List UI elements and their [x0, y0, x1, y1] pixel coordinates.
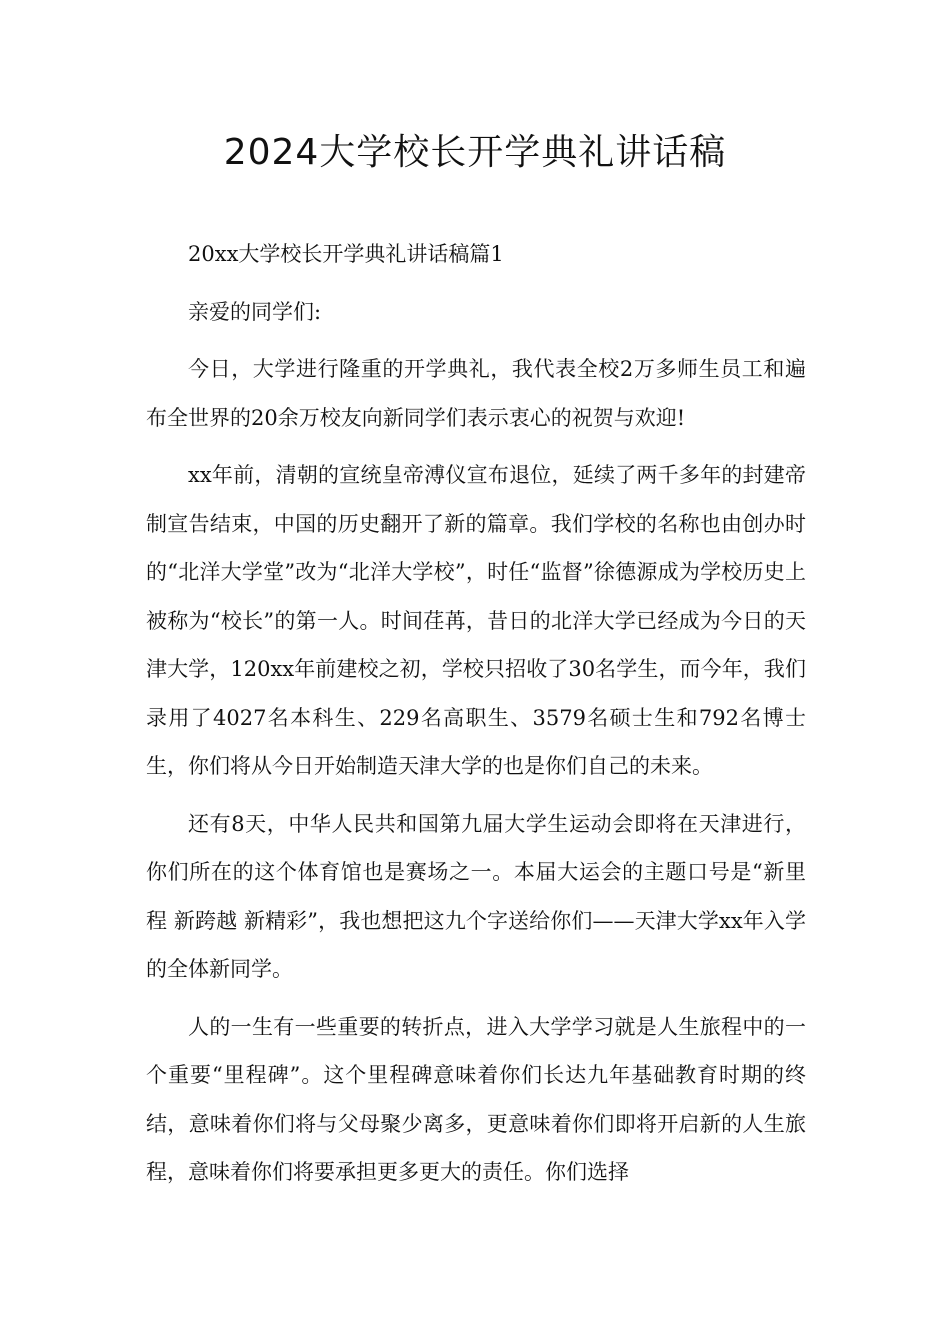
- body-paragraph: xx年前，清朝的宣统皇帝溥仪宣布退位，延续了两千多年的封建帝制宣告结束，中国的历史翻开了新的篇章。我们学校的名称也由创办时的“北洋大学堂”改为“北洋大学校”，时任“监督”徐德源成为学校历史上被称为“校长”的第一人。时间荏苒，昔日的北洋大学已经成为今日的天津大学，120xx年前建校之初，学校只招收了30名学生，而今年，我们录用了4027名本科生、229名高职生、3579名硕士生和792名博士生，你们将从今日开始制造天津大学的也是你们自己的未来。: [146, 463, 806, 778]
- body-paragraph: 人的一生有一些重要的转折点，进入大学学习就是人生旅程中的一个重要“里程碑”。这个里程碑意味着你们长达九年基础教育时期的终结，意味着你们将与父母聚少离多，更意味着你们即将开启新的人生旅程，意味着你们将要承担更多更大的责任。你们选择: [146, 1014, 806, 1184]
- body-paragraph: 还有8天，中华人民共和国第九届大学生运动会即将在天津进行，你们所在的这个体育馆也是赛场之一。本届大运会的主题口号是“新里程 新跨越 新精彩”，我也想把这九个字送给你们——天津大学xx年入学的全体新同学。: [146, 811, 806, 981]
- document-body: [146, 230, 806, 1206]
- subtitle-paragraph: 20xx大学校长开学典礼讲话稿篇1: [188, 242, 504, 266]
- document-title: 2024大学校长开学典礼讲话稿: [223, 132, 727, 173]
- salutation-paragraph: 亲爱的同学们:: [188, 299, 322, 324]
- body-paragraph: 今日，大学进行隆重的开学典礼，我代表全校2万多师生员工和遍布全世界的20余万校友向新同学们表示衷心的祝贺与欢迎!: [146, 357, 806, 430]
